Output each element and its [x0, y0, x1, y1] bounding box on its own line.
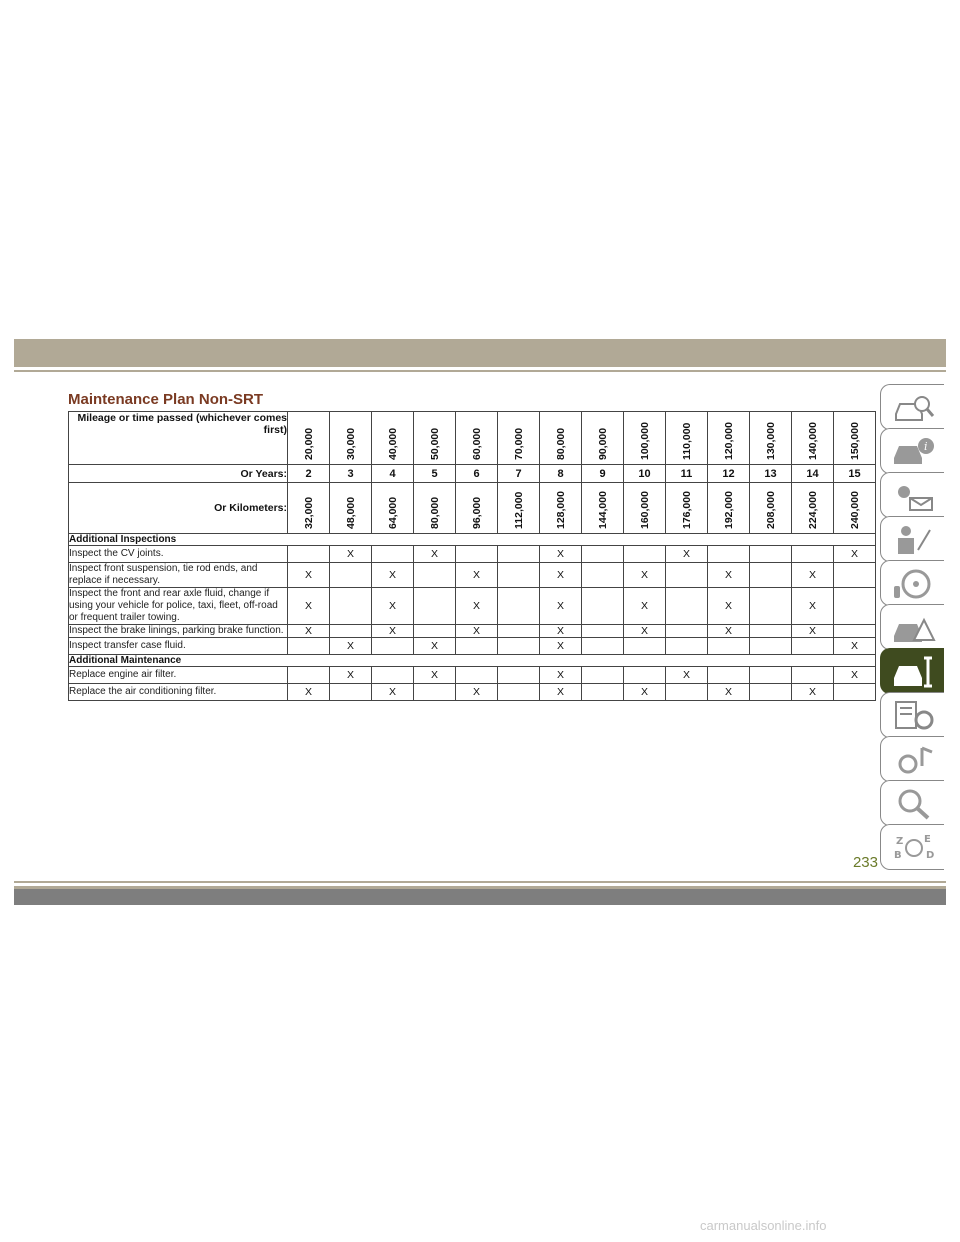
service-mark [498, 588, 540, 625]
years-row [69, 465, 876, 483]
mileage-value: 140,000 [806, 422, 819, 460]
service-mark: X [540, 667, 582, 684]
service-mark [498, 667, 540, 684]
years-value: 8 [540, 465, 582, 483]
table-row [69, 684, 876, 701]
kilometers-cell [666, 483, 708, 534]
service-mark: X [834, 638, 876, 655]
page-title: Maintenance Plan Non-SRT [68, 391, 264, 408]
service-mark [582, 625, 624, 638]
service-mark: X [666, 667, 708, 684]
car-info-icon [890, 434, 936, 468]
service-mark: X [792, 588, 834, 625]
service-mark: X [624, 684, 666, 701]
maintenance-item-label: Replace engine air filter. [69, 667, 288, 684]
service-mark: X [624, 588, 666, 625]
kilometers-cell [414, 483, 456, 534]
table-row [69, 625, 876, 638]
service-mark [750, 546, 792, 563]
years-value: 14 [792, 465, 834, 483]
service-mark: X [540, 563, 582, 588]
service-mark [792, 546, 834, 563]
years-value: 5 [414, 465, 456, 483]
mileage-value: 40,000 [386, 427, 399, 460]
specifications-gear-icon [890, 698, 936, 732]
service-mark [414, 588, 456, 625]
service-mark [708, 667, 750, 684]
kilometers-value: 64,000 [386, 496, 399, 529]
page-number: 233 [852, 854, 878, 871]
kilometers-value: 112,000 [512, 491, 525, 529]
service-mark: X [414, 638, 456, 655]
service-mark: X [540, 684, 582, 701]
years-value: 6 [456, 465, 498, 483]
service-mark [582, 563, 624, 588]
service-mark [456, 546, 498, 563]
service-mark [456, 638, 498, 655]
service-mark: X [792, 625, 834, 638]
section-header-row [69, 534, 876, 546]
years-value: 3 [330, 465, 372, 483]
service-mark [498, 625, 540, 638]
kilometers-value: 240,000 [848, 491, 861, 529]
service-mark [330, 684, 372, 701]
service-mark [414, 684, 456, 701]
table-row [69, 588, 876, 625]
svg-text:Z: Z [895, 836, 903, 847]
service-mark: X [540, 546, 582, 563]
service-mark [834, 625, 876, 638]
service-mark: X [708, 625, 750, 638]
kilometers-cell [708, 483, 750, 534]
mileage-cell [498, 412, 540, 465]
airbag-person-icon [890, 522, 936, 556]
mileage-cell [330, 412, 372, 465]
service-mark [624, 667, 666, 684]
service-mark: X [372, 684, 414, 701]
kilometers-cell [750, 483, 792, 534]
service-mark [330, 625, 372, 638]
mileage-value: 90,000 [596, 427, 609, 460]
chapter-tab-car-magnifier[interactable] [880, 384, 944, 430]
service-mark [414, 625, 456, 638]
service-mark [330, 588, 372, 625]
mileage-header-label: Mileage or time passed (whichever comes first) [69, 412, 288, 465]
service-mark [834, 563, 876, 588]
mileage-cell [582, 412, 624, 465]
service-mark: X [414, 546, 456, 563]
mileage-cell [414, 412, 456, 465]
service-mark: X [540, 588, 582, 625]
service-mark [750, 563, 792, 588]
svg-text:D: D [925, 850, 934, 861]
kilometers-value: 96,000 [470, 496, 483, 529]
service-mark: X [330, 667, 372, 684]
mileage-cell [624, 412, 666, 465]
mileage-value: 20,000 [302, 427, 315, 460]
mileage-cell [708, 412, 750, 465]
kilometers-cell [288, 483, 330, 534]
service-mark [372, 546, 414, 563]
service-mark [582, 667, 624, 684]
kilometers-cell [834, 483, 876, 534]
mileage-value: 130,000 [764, 422, 777, 460]
kilometers-cell [582, 483, 624, 534]
mileage-cell [834, 412, 876, 465]
service-mark [666, 684, 708, 701]
service-mark: X [372, 588, 414, 625]
service-mark: X [456, 684, 498, 701]
kilometers-value: 176,000 [680, 491, 693, 529]
mileage-value: 150,000 [848, 422, 861, 460]
service-mark [666, 625, 708, 638]
search-icon [890, 786, 936, 820]
car-warning-triangle-icon [890, 610, 936, 644]
maintenance-item-label: Inspect front suspension, tie rod ends, and replace if necessary. [69, 563, 288, 588]
chapter-tab-car-warning-triangle[interactable] [880, 604, 944, 650]
maintenance-item-label: Inspect transfer case fluid. [69, 638, 288, 655]
service-mark: X [834, 546, 876, 563]
service-mark [498, 546, 540, 563]
steering-wheel-icon [890, 566, 936, 600]
mileage-value: 100,000 [638, 422, 651, 460]
mileage-value: 60,000 [470, 427, 483, 460]
service-mark [372, 638, 414, 655]
service-mark: X [708, 588, 750, 625]
service-mark [288, 638, 330, 655]
service-mark [666, 638, 708, 655]
kilometers-value: 144,000 [596, 491, 609, 529]
service-mark [624, 546, 666, 563]
kilometers-value: 80,000 [428, 496, 441, 529]
service-mark [750, 638, 792, 655]
kilometers-header-label: Or Kilometers: [69, 483, 288, 534]
kilometers-value: 128,000 [554, 491, 567, 529]
kilometers-cell [624, 483, 666, 534]
service-mark: X [624, 625, 666, 638]
service-mark: X [792, 684, 834, 701]
years-value: 2 [288, 465, 330, 483]
multimedia-music-icon [890, 742, 936, 776]
service-mark: X [456, 625, 498, 638]
chapter-tab-multimedia-music[interactable] [880, 736, 944, 782]
service-mark: X [288, 588, 330, 625]
years-value: 9 [582, 465, 624, 483]
chapter-tab-search[interactable] [880, 780, 944, 826]
kilometers-value: 48,000 [344, 496, 357, 529]
service-mark [582, 684, 624, 701]
service-mark: X [288, 563, 330, 588]
chapter-tab-warning-light-message[interactable] [880, 472, 944, 518]
service-mark [288, 667, 330, 684]
service-mark [666, 588, 708, 625]
kilometers-value: 192,000 [722, 491, 735, 529]
car-magnifier-icon [890, 390, 936, 424]
service-mark [288, 546, 330, 563]
service-mark [834, 684, 876, 701]
kilometers-value: 208,000 [764, 491, 777, 529]
service-mark: X [372, 563, 414, 588]
kilometers-cell [792, 483, 834, 534]
service-mark: X [540, 625, 582, 638]
service-mark: X [288, 625, 330, 638]
service-mark [708, 546, 750, 563]
years-value: 7 [498, 465, 540, 483]
table-row [69, 638, 876, 655]
chapter-tabs-sidebar [878, 384, 946, 866]
table-row [69, 546, 876, 563]
kilometers-cell [456, 483, 498, 534]
mileage-cell [750, 412, 792, 465]
service-mark: X [456, 588, 498, 625]
service-mark [750, 625, 792, 638]
mileage-cell [288, 412, 330, 465]
section-header-row [69, 655, 876, 667]
mileage-value: 70,000 [512, 427, 525, 460]
index-letters-icon [890, 830, 936, 864]
mileage-row [69, 412, 876, 465]
service-mark: X [792, 563, 834, 588]
maintenance-item-label: Inspect the CV joints. [69, 546, 288, 563]
years-value: 11 [666, 465, 708, 483]
chapter-tab-car-info[interactable] [880, 428, 944, 474]
svg-text:i: i [923, 440, 928, 453]
service-mark [792, 638, 834, 655]
service-mark: X [456, 563, 498, 588]
service-mark [330, 563, 372, 588]
chapter-tab-steering-wheel[interactable] [880, 560, 944, 606]
service-mark: X [330, 546, 372, 563]
mileage-value: 50,000 [428, 427, 441, 460]
service-mark [834, 588, 876, 625]
kilometers-cell [540, 483, 582, 534]
service-mark [414, 563, 456, 588]
years-header-label: Or Years: [69, 465, 288, 483]
service-mark [708, 638, 750, 655]
maintenance-item-label: Inspect the front and rear axle fluid, change if using your vehicle for police, taxi, fleet, off-road or frequent trailer towing. [69, 588, 288, 625]
kilometers-cell [330, 483, 372, 534]
service-mark [582, 638, 624, 655]
years-value: 4 [372, 465, 414, 483]
service-mark [792, 667, 834, 684]
service-mark [582, 588, 624, 625]
mileage-cell [792, 412, 834, 465]
section-title: Additional Inspections [69, 534, 876, 546]
years-value: 12 [708, 465, 750, 483]
service-mark [498, 684, 540, 701]
service-mark: X [834, 667, 876, 684]
years-value: 15 [834, 465, 876, 483]
kilometers-cell [372, 483, 414, 534]
mileage-value: 30,000 [344, 427, 357, 460]
mileage-cell [372, 412, 414, 465]
footer-band [14, 886, 946, 905]
mileage-value: 80,000 [554, 427, 567, 460]
mileage-value: 110,000 [680, 422, 693, 460]
chapter-tab-car-wrench[interactable] [880, 648, 944, 694]
maintenance-item-label: Replace the air conditioning filter. [69, 684, 288, 701]
footer-rule [14, 881, 946, 883]
service-mark [624, 638, 666, 655]
kilometers-value: 160,000 [638, 491, 651, 529]
service-mark: X [414, 667, 456, 684]
service-mark: X [540, 638, 582, 655]
chapter-tab-specifications-gear[interactable] [880, 692, 944, 738]
service-mark [582, 546, 624, 563]
kilometers-value: 32,000 [302, 496, 315, 529]
mileage-cell [456, 412, 498, 465]
kilometers-value: 224,000 [806, 491, 819, 529]
warning-light-message-icon [890, 478, 936, 512]
service-mark: X [372, 625, 414, 638]
mileage-value: 120,000 [722, 422, 735, 460]
service-mark [372, 667, 414, 684]
chapter-tab-airbag-person[interactable] [880, 516, 944, 562]
section-title: Additional Maintenance [69, 655, 876, 667]
service-mark: X [624, 563, 666, 588]
years-value: 13 [750, 465, 792, 483]
maintenance-item-label: Inspect the brake linings, parking brake function. [69, 625, 288, 638]
service-mark [750, 588, 792, 625]
maintenance-table [68, 411, 876, 701]
svg-text:E: E [923, 834, 931, 845]
service-mark [750, 684, 792, 701]
table-row [69, 667, 876, 684]
years-value: 10 [624, 465, 666, 483]
kilometers-cell [498, 483, 540, 534]
service-mark [498, 638, 540, 655]
service-mark: X [288, 684, 330, 701]
car-wrench-icon [890, 654, 936, 688]
kilometers-row [69, 483, 876, 534]
service-mark [456, 667, 498, 684]
header-band [14, 339, 946, 367]
service-mark [750, 667, 792, 684]
service-mark [498, 563, 540, 588]
watermark: carmanualsonline.info [700, 1218, 827, 1233]
service-mark: X [666, 546, 708, 563]
service-mark: X [708, 684, 750, 701]
svg-text:B: B [893, 850, 902, 861]
table-row [69, 563, 876, 588]
chapter-tab-index-letters[interactable] [880, 824, 944, 870]
header-band-rule [14, 367, 946, 372]
service-mark: X [708, 563, 750, 588]
service-mark: X [330, 638, 372, 655]
service-mark [666, 563, 708, 588]
mileage-cell [666, 412, 708, 465]
mileage-cell [540, 412, 582, 465]
